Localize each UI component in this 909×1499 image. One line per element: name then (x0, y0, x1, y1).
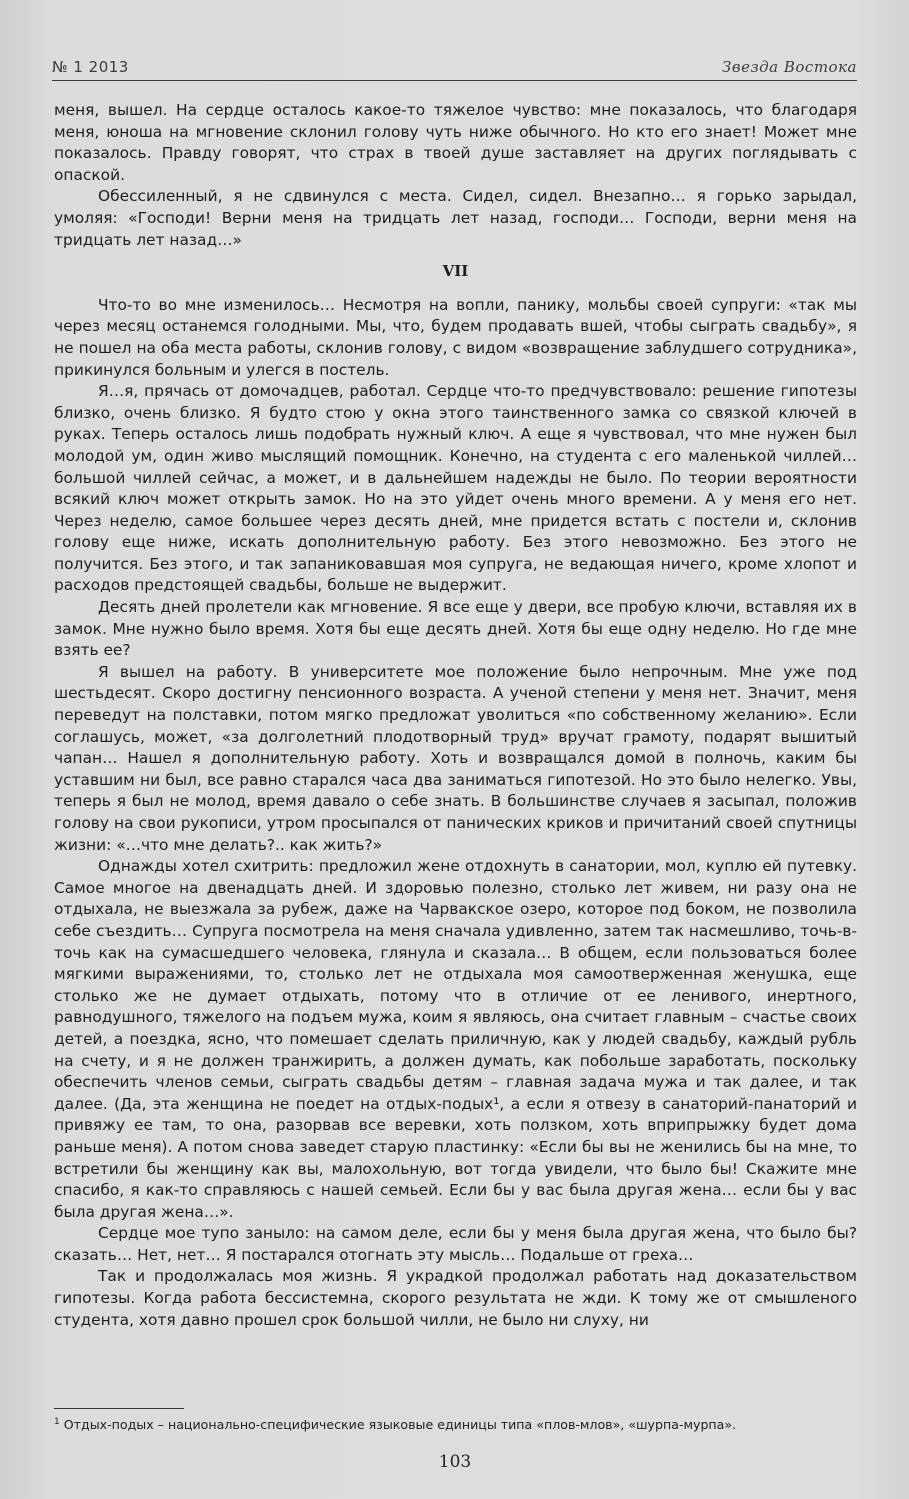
paragraph: Я…я, прячась от домочадцев, работал. Сердце что-то предчувствовало: решение гипотезы близко, очень близко. Я будто стою у окна этого таинственного замка со связкой ключей в руках. Теперь осталось лишь подобрать нужный ключ. А еще я чувствовал, что мне нужен был молодой ум, один живо мыслящий помощник. Конечно, на студента с его маленькой чиллей… большой чиллей сейчас, а может, и в дальнейшем надежды не было. По теории вероятности всякий ключ может открыть замок. Но на это уйдет очень много времени. А у меня его нет. Через неделю, самое большее через десять дней, мне придется встать с постели и, склонив голову еще ниже, искать дополнительную работу. Без этого невозможно. Без этого не получится. Без этого, и так запаниковавшая моя супруга, не ведающая ничего, кроме хлопот и расходов предстоящей свадьбы, больше не выдержит. (54, 382, 857, 595)
header-divider (52, 80, 857, 81)
page-number: 103 (415, 1444, 495, 1480)
journal-title: Звезда Востока (722, 58, 857, 76)
paragraph: Что-то во мне изменилось… Несмотря на вопли, панику, мольбы своей супруги: «так мы через месяц останемся голодными. Мы, что, будем продавать вшей, чтобы сыграть свадьбу», я не пошел на оба места работы, склонив голову, с видом «возвращение заблудшего сотрудника», прикинулся больным и улегся в постель. (54, 295, 857, 379)
footnote-divider (54, 1408, 184, 1409)
paragraph: Однажды хотел схитрить: предложил жене отдохнуть в санатории, мол, куплю ей путевку. Самое многое на двенадцать дней. И здоровью полезно, столько лет живем, ни разу она не отдыхала, не выезжала за рубеж, даже на Чарвакское озеро, которое под боком, не позволила себе съездить… Супруга посмотрела на меня сначала удивленно, затем так насмешливо, точь-в-точь как на сумасшедшего человека, глянула и сказала… В общем, если пользоваться более мягкими выражениями, то, столько лет не отдыхала моя самоотверженная женушка, еще столько же не думает отдыхать, потому что в отличие от ее ленивого, инертного, равнодушного, тяжелого на подъем мужа, коим я являюсь, она считает главным – счастье своих детей, а поездка, ясно, что помешает сделать приличную, как у людей свадьбу, каждый рубль на счету, и я не должен транжирить, а должен думать, как побольше заработать, поскольку обеспечить членов семьи, сыграть свадьбы детям – главная задача мужа и так далее, и так далее. (Да, эта женщина не поедет на отдых-подых¹, а если я отвезу в санаторий-панаторий и привяжу ее там, то она, разорвав все веревки, хоть ползком, хоть вприпрыжку будет дома раньше меня). А потом снова заведет старую пластинку: «Если бы вы не женились бы на мне, то встретили бы женщину как вы, малохольную, вот тогда увидели, что было бы! Скажите мне спасибо, я как-то справляюсь с нашей семьей. Если бы у вас была другая жена… если бы у вас была другая жена…». (54, 857, 857, 1221)
paragraph: Сердце мое тупо заныло: на самом деле, если бы у меня была другая жена, что было бы? сказать… Нет, нет… Я постарался отогнать эту мысль… Подальше от греха… (54, 1224, 857, 1264)
footnote (54, 1414, 857, 1433)
footnote-text: Отдых-подых – национально-специфические языковые единицы типа «плов-млов», «шурпа-мурпа». (63, 1417, 737, 1433)
paragraph: Я вышел на работу. В университете мое положение было непрочным. Мне уже под шестьдесят. Скоро достигну пенсионного возраста. А ученой степени у меня нет. Значит, меня переведут на полставки, потом мягко предложат уволиться «по собственному желанию». Если соглашусь, может, «за долголетний плодотворный труд» вручат грамоту, подарят вышитый чапан… Нашел я дополнительную работу. Хоть и возвращался домой в полночь, каким бы уставшим ни был, все равно старался часа два заниматься гипотезой. Но это было нелегко. Увы, теперь я был не молод, время давало о себе знать. В большинстве случаев я засыпал, положив голову на свои рукописи, утром просыпался от панических криков и причитаний своей спутницы жизни: «…что мне делать?.. как жить?» (54, 662, 857, 854)
paragraph: Обессиленный, я не сдвинулся с места. Сидел, сидел. Внезапно… я горько зарыдал, умоляя: «Господи! Верни меня на тридцать лет назад, господи… Господи, верни меня на тридцать лет назад…» (54, 187, 857, 249)
footnote-mark: 1 (54, 1417, 60, 1427)
issue-number: № 1 2013 (52, 58, 129, 76)
running-header (52, 52, 857, 76)
paragraph: Десять дней пролетели как мгновение. Я все еще у двери, все пробую ключи, вставляя их в замок. Мне нужно было время. Хотя бы еще десять дней. Хотя бы еще одну неделю. Но где мне взять ее? (54, 598, 857, 660)
paragraph: меня, вышел. На сердце осталось какое-то тяжелое чувство: мне показалось, что благодаря меня, юноша на мгновение склонил голову чуть ниже обычного. Но кто его знает! Может мне показалось. Правду говорят, что страх в твоей душе заставляет на других поглядывать с опаской. (54, 101, 857, 184)
chapter-heading: VII (442, 262, 469, 281)
paragraph: Так и продолжалась моя жизнь. Я украдкой продолжал работать над доказательством гипотезы. Когда работа бессистемна, скорого результата не жди. К тому же от смышленого студента, хотя давно прошел срок большой чилли, не было ни слуху, ни (54, 1267, 857, 1329)
body-text (54, 100, 857, 1331)
